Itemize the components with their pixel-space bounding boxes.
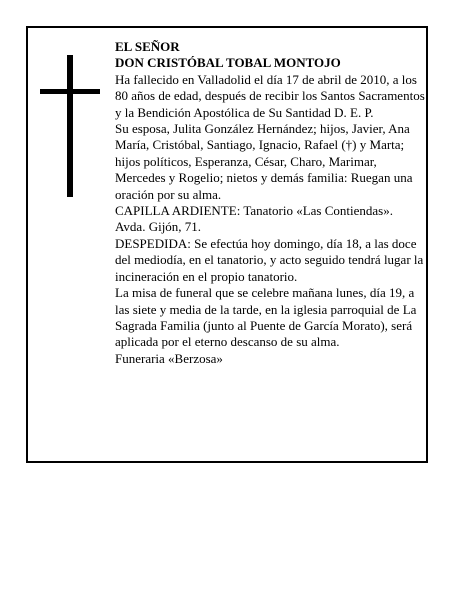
family-paragraph: Su esposa, Julita González Hernández; hijos, Javier, Ana María, Cristóbal, Santiago, Ignacio, Rafael (†) y Marta; hijos políticos, Esperanza, César, Charo, Marimar, Mercedes y Rogelio; nietos y demás familia: Ruegan una oración por su alma. (115, 121, 413, 202)
cross-vertical-bar (67, 55, 73, 197)
notice-text (115, 39, 425, 367)
death-announcement: Ha fallecido en Valladolid el día 17 de abril de 2010, a los 80 años de edad, después de recibir los Santos Sacramentos y la Bendición Apostólica de Su Santidad D. E. P. (115, 71, 425, 120)
funeral-home: Funeraria «Berzosa» (115, 350, 223, 366)
cross-horizontal-bar (40, 89, 100, 94)
obituary-notice (26, 26, 428, 463)
cross-icon (40, 55, 100, 197)
funeral-mass-paragraph: La misa de funeral que se celebre mañana lunes, día 19, a las siete y media de la tarde, en la iglesia parroquial de La Sagrada Familia (junto al Puente de García Morato), será aplicada por el eterno descanso de su alma. (115, 285, 417, 350)
chapel-paragraph: CAPILLA ARDIENTE: Tanatorio «Las Contiendas». Avda. Gijón, 71. (115, 203, 393, 235)
deceased-name: DON CRISTÓBAL TOBAL MONTOJO (115, 55, 341, 71)
farewell-paragraph: DESPEDIDA: Se efectúa hoy domingo, día 18, a las doce del mediodía, en el tanatorio, y acto seguido tendrá lugar la incineración en el propio tanatorio. (115, 235, 424, 284)
heading-title: EL SEÑOR (115, 39, 180, 54)
